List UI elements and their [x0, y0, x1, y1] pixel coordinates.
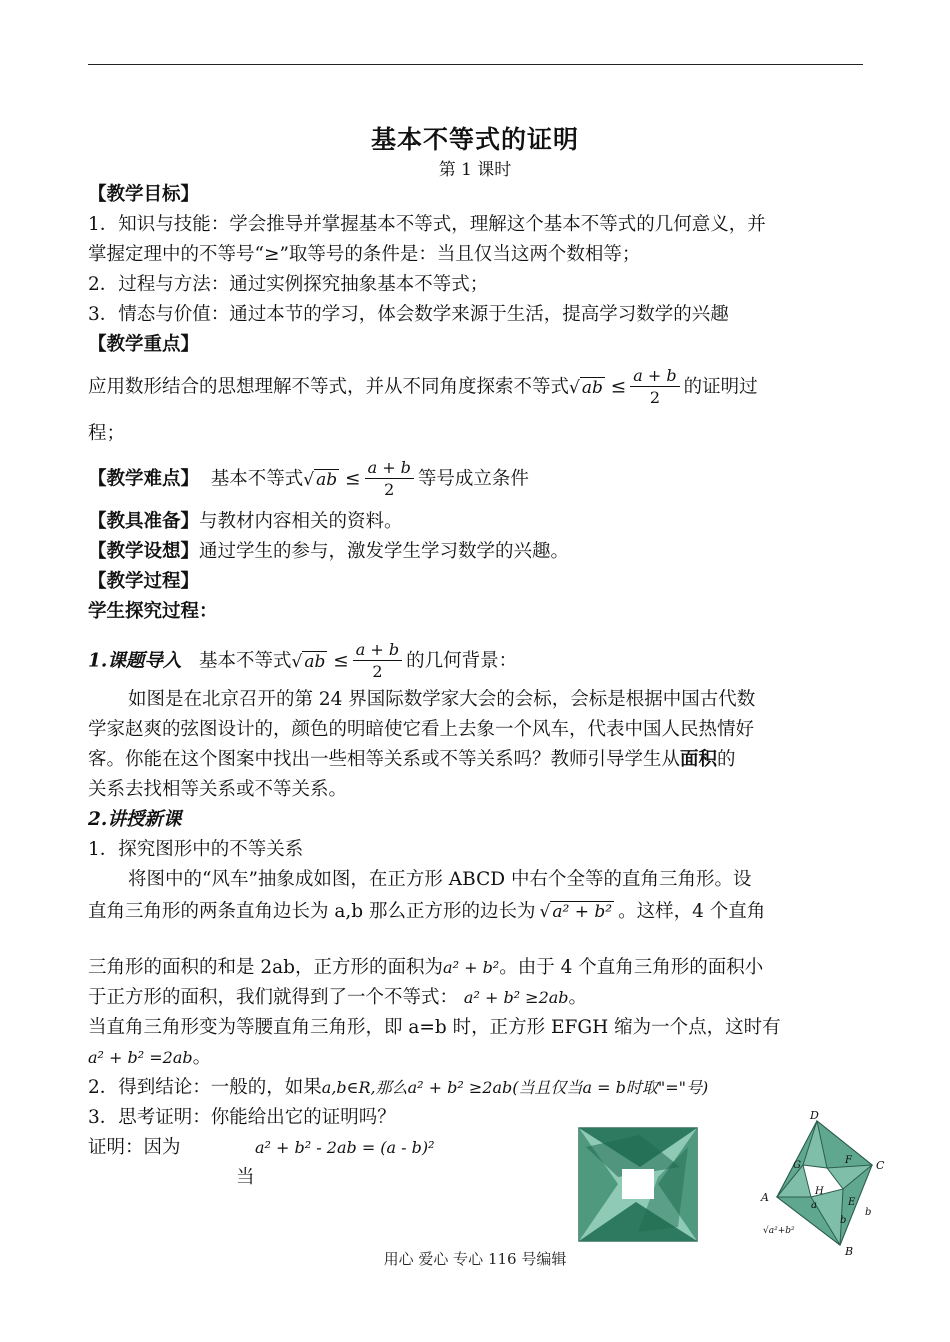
header-rule: [88, 64, 863, 65]
tools-heading: 【教具准备】: [88, 511, 200, 532]
difficulty-text-b: 等号成立条件: [417, 468, 529, 490]
label-E: E: [848, 1197, 856, 1208]
new-lesson-label: 2.讲授新课: [88, 809, 182, 830]
formula-inequality: a² + b² ≥2ab: [463, 988, 569, 1007]
para2-a: 将图中的“风车”抽象成如图，在正方形 ABCD 中右个全等的直角三角形。设: [128, 869, 752, 890]
label-A: A: [761, 1191, 769, 1204]
para1-a: 如图是在北京召开的第 24 界国际数学家大会的会标，会标是根据中国古代数: [128, 689, 756, 710]
goal1-line-a: 1．知识与技能：学会推导并掌握基本不等式，理解这个基本不等式的几何意义，并: [88, 214, 766, 235]
proof-label: 证明：因为: [88, 1137, 181, 1158]
para2-b: 直角三角形的两条直角边长为 a,b 那么正方形的边长为 √ a² + b² 。这样，4 个直角: [88, 898, 868, 926]
formula-equality: a² + b² =2ab: [88, 1048, 193, 1067]
goal1-line-b: 掌握定理中的不等号“≥”取等号的条件是：当且仅当这两个数相等；: [88, 244, 641, 265]
idea-heading: 【教学设想】: [88, 541, 200, 562]
para2-d: 于正方形的面积，我们就得到了一个不等式： a² + b² ≥2ab。: [88, 987, 588, 1008]
para1-c: 客。你能在这个图案中找出一些相等关系或不等关系吗？教师引导学生从面积的: [88, 749, 736, 770]
windmill-figure: [578, 1127, 698, 1242]
sqrt-ab: √ ab: [569, 377, 603, 398]
proof-formula: a² + b² - 2ab = (a - b)²: [255, 1138, 435, 1157]
para1-d: 关系去找相等关系或不等关系。: [88, 779, 348, 800]
page-subtitle: 第 1 课时: [438, 160, 512, 180]
idea-text: 通过学生的参与，激发学生学习数学的兴趣。: [199, 541, 570, 562]
difficulty-text-a: 基本不等式: [210, 468, 304, 490]
idea-line: [88, 538, 868, 566]
focus-text-b: 的证明过: [683, 376, 758, 398]
page-footer: 用心 爱心 专心 116 号编辑: [383, 1250, 567, 1268]
label-b1: b: [840, 1215, 847, 1226]
para3-b: a² + b² =2ab。: [88, 1047, 212, 1068]
formula-a2b2: a² + b²: [443, 958, 500, 977]
para1-b: 学家赵爽的弦图设计的，颜色的明暗使它看上去象一个风车，代表中国人民热情好: [88, 719, 755, 740]
label-side: √a²+b²: [763, 1226, 795, 1236]
sqrt-ab: √ ab: [303, 469, 338, 490]
label-B: B: [845, 1245, 854, 1257]
label-C: C: [876, 1159, 885, 1172]
fraction: $\frac{a + b}{2}$: [630, 366, 679, 409]
para2-c: 三角形的面积的和是 2ab，正方形的面积为a² + b²。由于 4 个直角三角形的面积小: [88, 957, 764, 978]
intro-line: 1.课题导入 基本不等式√ ab ≤ $\frac{a + b}{2}$ 的几何背景：: [88, 640, 518, 681]
tools-line: [88, 508, 868, 536]
tools-text: 与教材内容相关的资料。: [199, 511, 403, 532]
label-D: D: [810, 1109, 819, 1122]
area-emphasis: 面积: [680, 749, 718, 770]
para3-a: 当直角三角形变为等腰直角三角形，即 a=b 时，正方形 EFGH 缩为一个点，这时有: [88, 1017, 781, 1038]
sqrt-ab: √ ab: [291, 651, 326, 672]
label-a: a: [811, 1200, 817, 1211]
intro-label: 1.课题导入: [88, 650, 182, 672]
label-F: F: [845, 1155, 852, 1166]
goal2-line: 2．过程与方法：通过实例探究抽象基本不等式；: [88, 274, 489, 295]
fraction: $\frac{a + b}{2}$: [365, 458, 414, 501]
focus-text-a: 应用数形结合的思想理解不等式，并从不同角度探索不等式: [88, 376, 570, 398]
intro-text-a: 基本不等式: [198, 650, 292, 672]
label-b2: b: [865, 1207, 872, 1218]
difficulty-line: 【教学难点】 基本不等式√ ab ≤ $\frac{a + b}{2}$ 等号成立条件: [88, 458, 529, 499]
focus-line: 应用数形结合的思想理解不等式，并从不同角度探索不等式√ ab ≤ $\frac{a + b}{2}$ 的证明过: [88, 366, 758, 407]
proof-when: 当: [236, 1167, 255, 1188]
difficulty-heading: 【教学难点】: [88, 468, 200, 490]
focus-line-c: 程；: [88, 423, 126, 444]
step3-line: 3．思考证明：你能给出它的证明吗？: [88, 1107, 396, 1128]
process-heading: 【教学过程】: [88, 571, 200, 592]
page-title: 基本不等式的证明: [370, 125, 579, 154]
goal3-line: 3．情态与价值：通过本节的学习，体会数学来源于生活，提高学习数学的兴趣: [88, 304, 729, 325]
label-H: H: [815, 1186, 824, 1197]
fraction: $\frac{a + b}{2}$: [353, 640, 402, 683]
intro-text-b: 的几何背景：: [406, 650, 518, 672]
goals-heading: 【教学目标】: [88, 184, 200, 205]
step2-line: 2．得到结论：一般的，如果a,b∈R,那么a² + b² ≥2ab(当且仅当a = b时取"="号): [88, 1077, 709, 1098]
square-diagram: [755, 1105, 890, 1257]
sqrt-a2b2: √ a² + b²: [539, 902, 613, 922]
student-heading: 学生探究过程：: [88, 601, 218, 622]
label-G: G: [793, 1160, 801, 1171]
focus-heading: 【教学重点】: [88, 334, 200, 355]
step2-formula: a,b∈R,那么a² + b² ≥2ab(当且仅当a = b时取"="号): [321, 1078, 709, 1097]
step1-line: 1．探究图形中的不等关系: [88, 839, 304, 860]
